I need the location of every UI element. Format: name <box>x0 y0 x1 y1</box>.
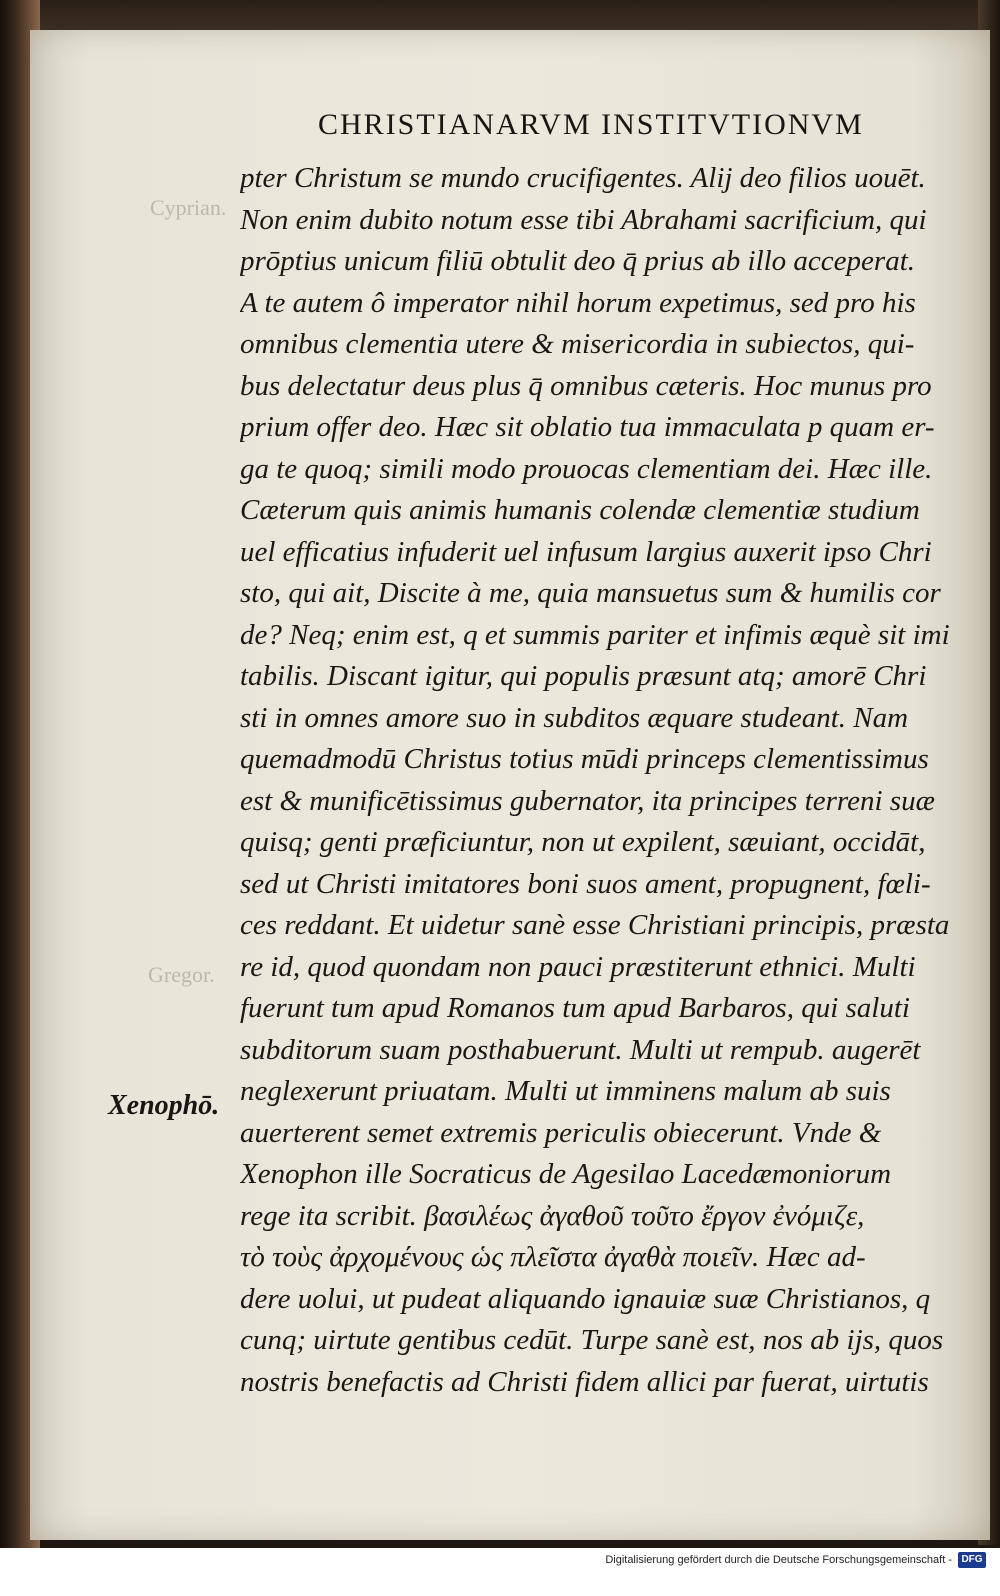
text-line: tabilis. Discant igitur, qui populis præsunt atq; amorē Chri <box>240 660 927 692</box>
text-line: fuerunt tum apud Romanos tum apud Barbaros, qui saluti <box>240 992 910 1024</box>
text-line: prium offer deo. Hæc sit oblatio tua immaculata p quam er- <box>240 411 935 443</box>
text-line: nostris benefactis ad Christi fidem allici par fuerat, uirtutis <box>240 1365 929 1398</box>
marginal-note: Xenophō. <box>108 1090 220 1121</box>
text-line: ga te quoq; simili modo prouocas clementiam dei. Hæc ille. <box>240 452 933 485</box>
text-line: auerterent semet extremis periculis obiecerunt. Vnde & <box>240 1116 882 1149</box>
text-line: est & munificētissimus gubernator, ita principes terreni suæ <box>240 784 935 817</box>
text-line: ces reddant. Et uidetur sanè esse Christiani principis, præsta <box>240 909 950 941</box>
text-line: sed ut Christi imitatores boni suos ament, propugnent, fœli- <box>240 867 931 900</box>
scan-top-edge <box>0 0 1000 30</box>
text-line: de? Neq; enim est, q et summis pariter et infimis æquè sit imi <box>240 618 950 651</box>
text-line: dere uolui, ut pudeat aliquando ignauiæ suæ Christianos, q <box>240 1282 931 1315</box>
text-line: A te autem ô imperator nihil horum expetimus, sed pro his <box>240 286 916 319</box>
ghost-note-1: Cyprian. <box>150 195 227 220</box>
text-line: sti in omnes amore suo in subditos æquare studeant. Nam <box>240 701 909 734</box>
funding-credit: Digitalisierung gefördert durch die Deutsche Forschungsgemeinschaft - <box>605 1554 952 1566</box>
text-line: Cæterum quis animis humanis colendæ clementiæ studium <box>240 494 920 526</box>
text-line: neglexerunt priuatam. Multi ut imminens malum ab suis <box>240 1075 891 1107</box>
text-line: rege ita scribit. βασιλέως ἀγαθοῦ τοῦτο ἔργον ἐνόμιζε, <box>240 1199 865 1232</box>
text-line: pter Christum se mundo crucifigentes. Alij deo filios uouēt. <box>240 162 926 194</box>
body-text <box>240 158 955 1403</box>
text-line: bus delectatur deus plus q̄ omnibus cæteris. Hoc munus pro <box>240 369 932 402</box>
text-line: quisq; genti præficiuntur, non ut expilent, sæuiant, occidāt, <box>240 826 926 858</box>
text-line: re id, quod quondam non pauci præstiterunt ethnici. Multi <box>240 950 916 983</box>
text-line: sto, qui ait, Discite à me, quia mansuetus sum & humilis cor <box>240 577 941 609</box>
text-line: Xenophon ille Socraticus de Agesilao Lacedæmoniorum <box>240 1158 892 1190</box>
text-line: τὸ τοὺς ἀρχομένους ὡς πλεῖστα ἀγαθὰ ποιεῖν. Hæc ad- <box>240 1241 866 1273</box>
text-line: Non enim dubito notum esse tibi Abrahami sacrificium, qui <box>240 203 927 236</box>
text-line: omnibus clementia utere & misericordia in subiectos, qui- <box>240 328 915 360</box>
text-line: subditorum suam posthabuerunt. Multi ut rempub. augerēt <box>240 1033 921 1066</box>
text-line: cunq; uirtute gentibus cedūt. Turpe sanè est, nos ab ijs, quos <box>240 1324 944 1356</box>
dfg-logo: DFG <box>958 1552 986 1568</box>
text-line: uel efficatius infuderit uel infusum largius auxerit ipso Chri <box>240 535 932 568</box>
ghost-note-2: Gregor. <box>148 962 215 987</box>
text-line: prōptius unicum filiū obtulit deo q̄ prius ab illo acceperat. <box>240 245 916 277</box>
running-head: CHRISTIANARVM INSTITVTIONVM <box>318 108 864 141</box>
text-line: quemadmodū Christus totius mūdi princeps clementissimus <box>240 743 929 775</box>
